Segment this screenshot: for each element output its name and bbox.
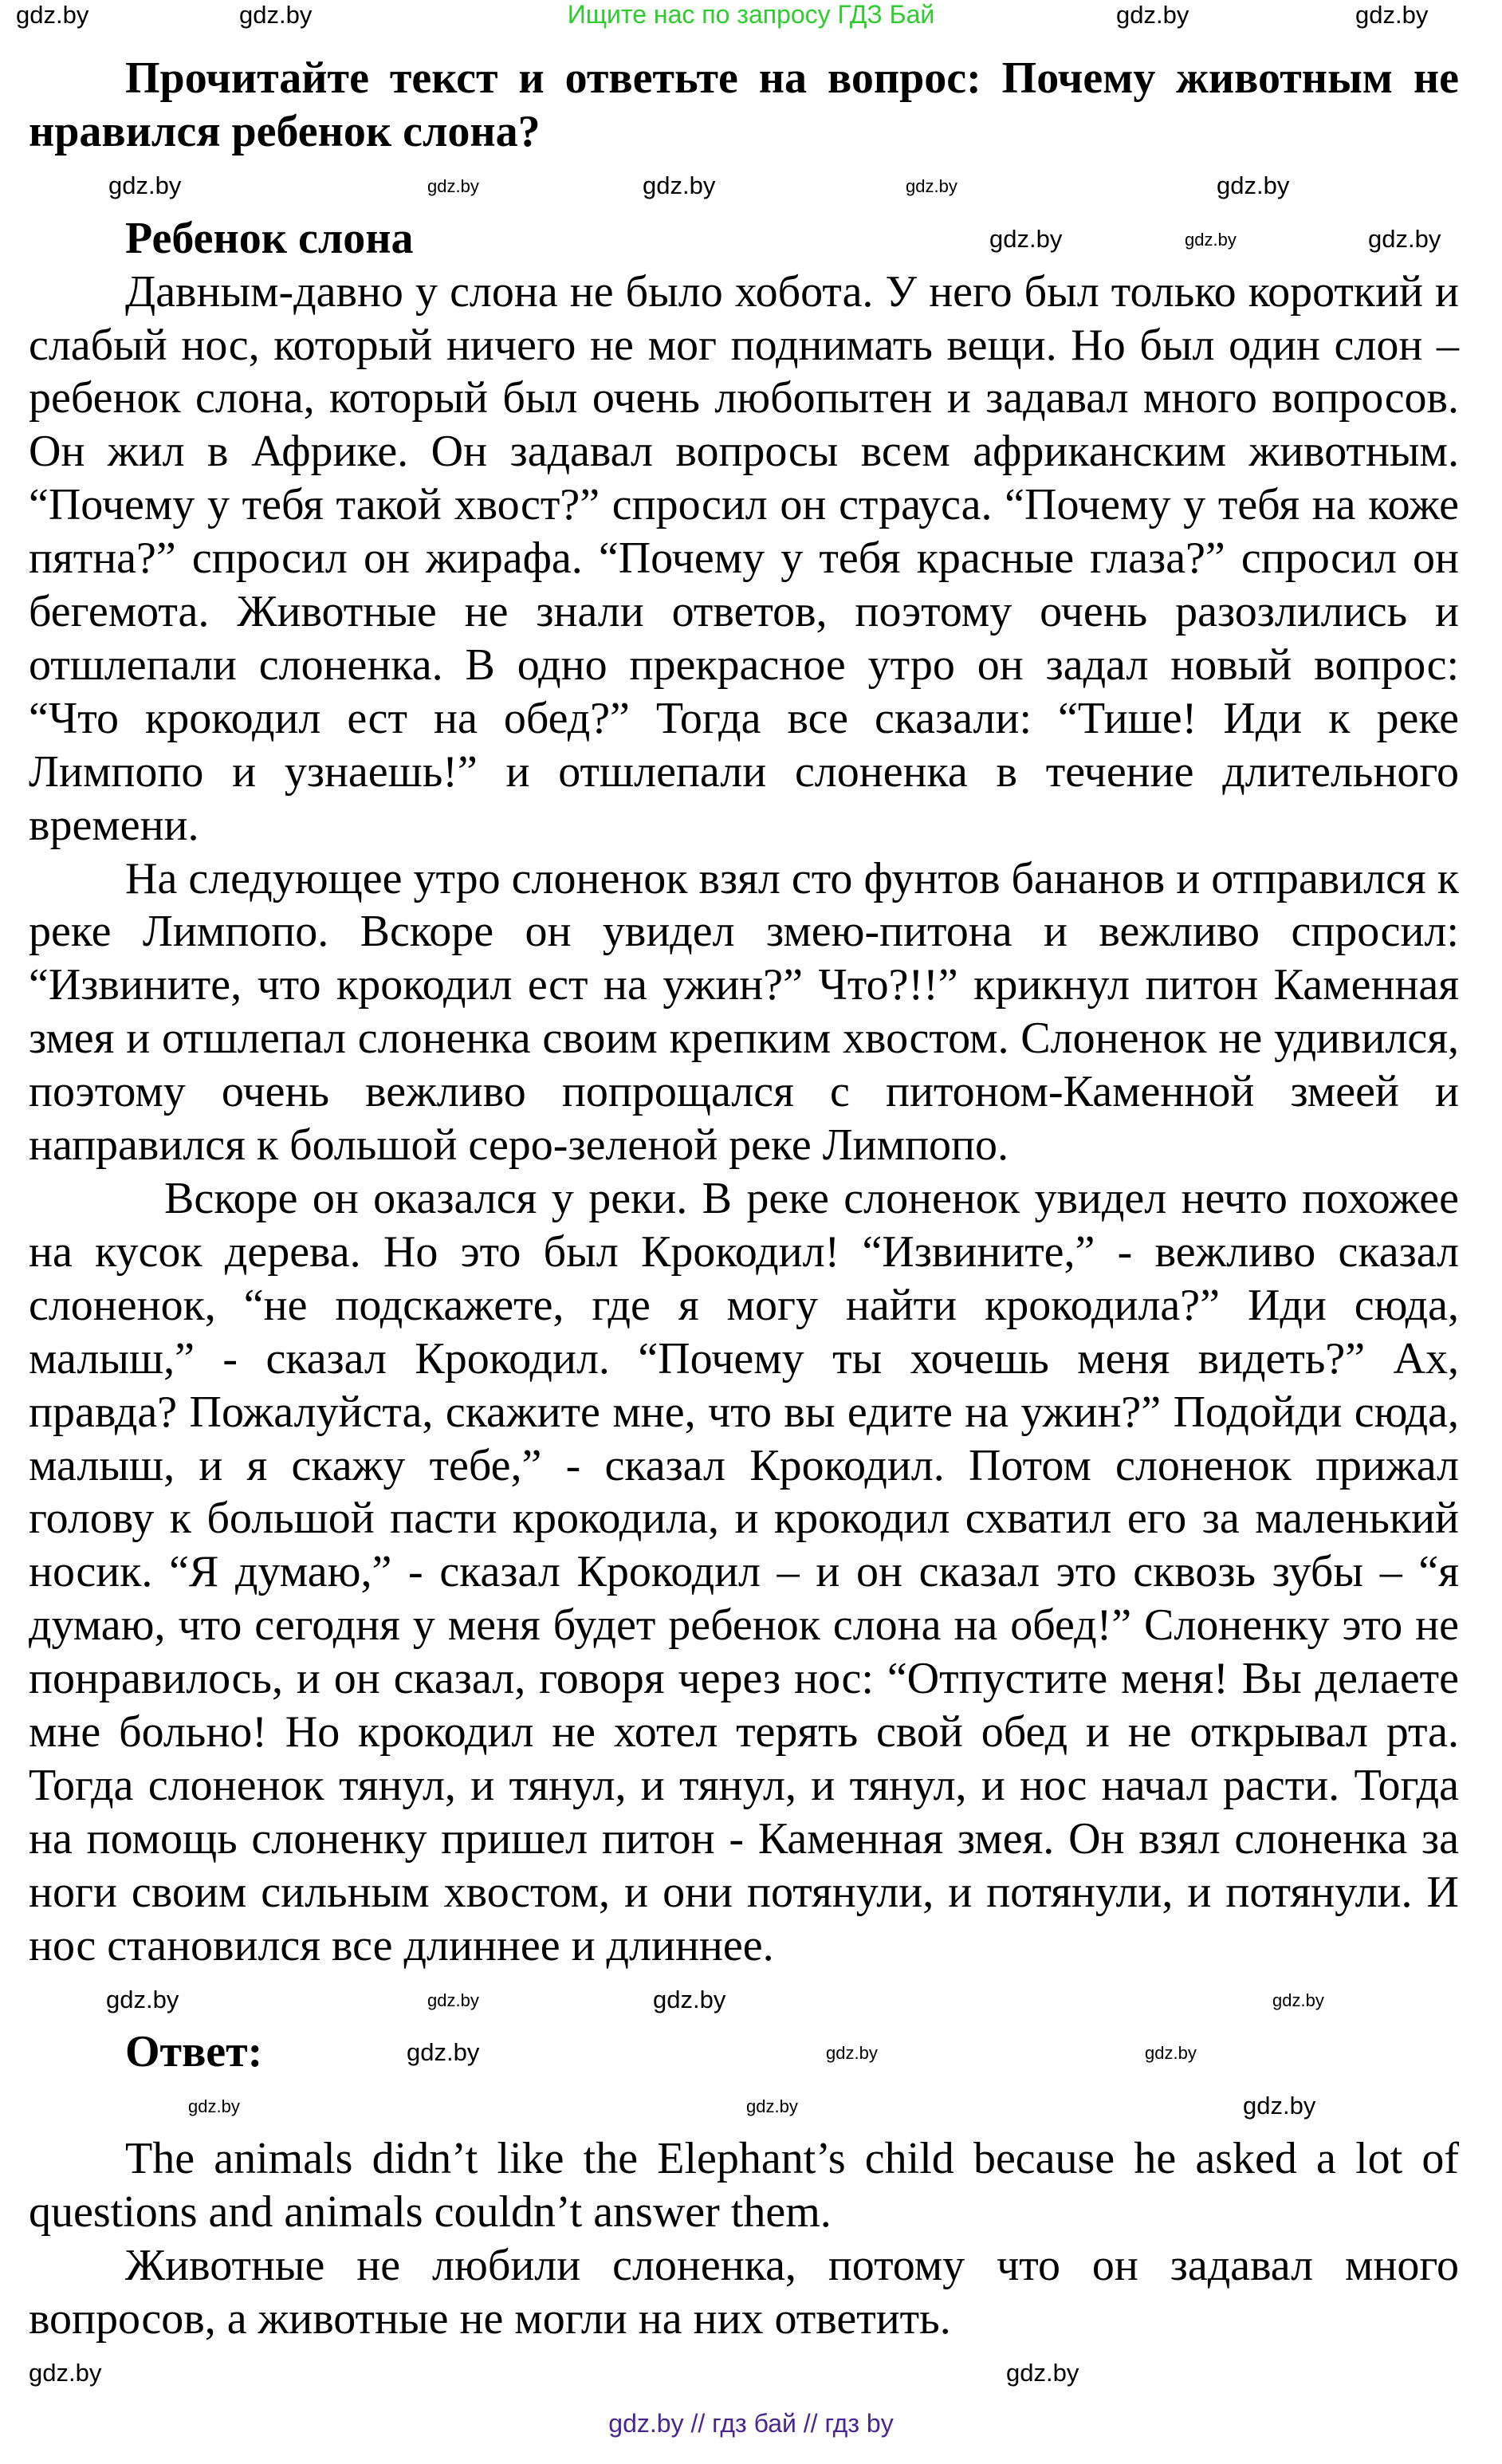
watermark: gdz.by (1272, 1990, 1324, 2010)
spacer (29, 1973, 1459, 2026)
watermark: gdz.by (106, 1985, 179, 2013)
watermark: gdz.by (989, 224, 1063, 253)
footer-links: gdz.by // гдз бай // гдз by (608, 2408, 894, 2438)
answer-heading-row (29, 2025, 1459, 2079)
watermark: gdz.by (427, 175, 479, 196)
watermark: gdz.by (29, 2358, 102, 2387)
story-paragraph: Давным-давно у слона не было хобота. У него был только короткий и слабый нос, который ничего не мог поднимать вещи. Но был один слон – ребенок слона, который был очень любопытен и задавал много вопросов. Он жил в Африке. Он задавал вопросы всем африканским животным. “Почему у тебя такой хвост?” спросил он страуса. “Почему у тебя на коже пятна?” спросил он жирафа. “Почему у тебя красные глаза?” спросил он бегемота. Животные не знали ответов, поэтому очень разозлились и отшлепали слоненка. В одно прекрасное утро он задал новый вопрос: “Что крокодил ест на обед?” Тогда все сказали: “Тише! Иди к реке Лимпопо и узнаешь!” и отшлепали слоненка в течение длительного времени. (29, 266, 1459, 850)
spacer (29, 2079, 1459, 2132)
watermark: gdz.by (826, 2043, 878, 2064)
story-title: Ребенок слона (125, 213, 414, 263)
watermark: gdz.by (906, 175, 957, 196)
watermark: gdz.by (427, 1990, 479, 2010)
document-body (29, 32, 1459, 2399)
watermark: gdz.by (1145, 2043, 1197, 2064)
question-heading: Прочитайте текст и ответьте на вопрос: Почему животным не нравился ребенок слона? (29, 53, 1459, 156)
search-hint-text: Ищите нас по запросу ГДЗ Бай (567, 0, 935, 29)
answer-russian: Животные не любили слоненка, потому что он задавал много вопросов, а животные не могли на них ответить. (29, 2241, 1459, 2344)
watermark: gdz.by (1116, 1, 1189, 29)
watermark: gdz.by (239, 1, 313, 29)
spacer (29, 2346, 1459, 2399)
search-hint-banner (0, 0, 1502, 32)
watermark: gdz.by (1217, 171, 1290, 199)
story-title-row (29, 212, 1459, 266)
watermark: gdz.by (1006, 2358, 1079, 2387)
story-paragraph: Вскоре он оказался у реки. В реке слоненок увидел нечто похожее на кусок дерева. Но это был Крокодил! “Извините,” - вежливо сказал слоненок, “не подскажете, где я могу найти крокодила?” Иди сюда, малыш,” - сказал Крокодил. “Почему ты хочешь меня видеть?” Ах, правда? Пожалуйста, скажите мне, что вы едите на ужин?” Подойди сюда, малыш, и я скажу тебе,” - сказал Крокодил. Потом слоненок прижал голову к большой пасти крокодила, и крокодил схватил его за маленький носик. “Я думаю,” - сказал Крокодил – и он сказал это сквозь зубы – “я думаю, что сегодня у меня будет ребенок слона на обед!” Слоненку это не понравилось, и он сказал, говоря через нос: “Отпустите меня! Вы делаете мне больно! Но крокодил не хотел терять свой обед и не открывал рта. Тогда слоненок тянул, и тянул, и тянул, и тянул, и нос начал расти. Тогда на помощь слоненку пришел питон - Каменная змея. Он взял слоненка за ноги своим сильным хвостом, и они потянули, и потянули, и потянули. И нос становился все длиннее и длиннее. (29, 1174, 1459, 1970)
answer-heading: Ответ: (125, 2027, 263, 2077)
story-paragraph: На следующее утро слоненок взял сто фунтов бананов и отправился к реке Лимпопо. Вскоре он увидел змею-питона и вежливо спросил: “Извините, что крокодил ест на ужин?” Что?!!” крикнул питон Каменная змея и отшлепал слоненка своим крепким хвостом. Слоненок не удивился, поэтому очень вежливо попрощался с питоном-Каменной змеей и направился к большой серо-зеленой реке Лимпопо. (29, 853, 1459, 1171)
watermark: gdz.by (1355, 1, 1429, 29)
watermark: gdz.by (643, 171, 716, 199)
watermark: gdz.by (16, 1, 89, 29)
spacer (29, 159, 1459, 212)
watermark: gdz.by (188, 2096, 240, 2117)
watermark: gdz.by (108, 171, 182, 199)
answer-english: The animals didn’t like the Elephant’s child because he asked a lot of questions and animals couldn’t answer them. (29, 2134, 1459, 2238)
watermark: gdz.by (1368, 224, 1441, 253)
watermark: gdz.by (407, 2038, 480, 2067)
watermark: gdz.by (653, 1985, 726, 2013)
watermark: gdz.by (746, 2096, 798, 2117)
watermark: gdz.by (1243, 2092, 1316, 2120)
watermark: gdz.by (1185, 229, 1237, 250)
